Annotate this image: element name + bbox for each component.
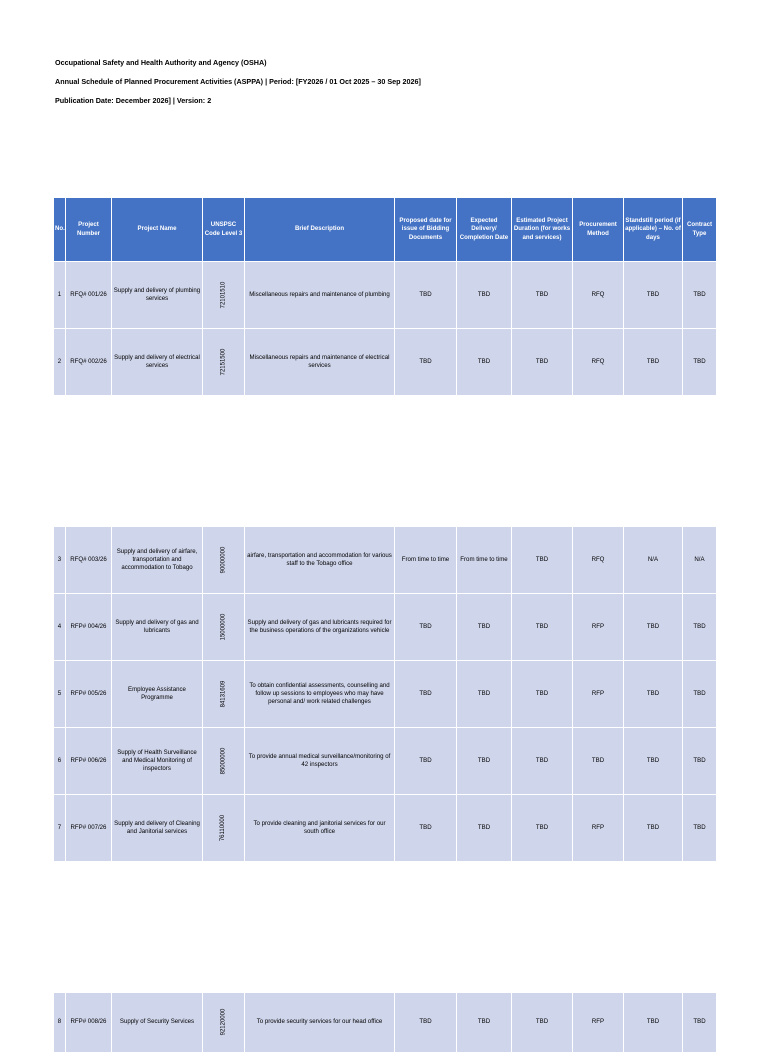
cell-expected-date: TBD — [457, 993, 512, 1053]
cell-no: 3 — [54, 527, 66, 594]
cell-duration: TBD — [512, 993, 573, 1053]
cell-unspsc — [203, 661, 245, 728]
cell-expected-date: TBD — [457, 795, 512, 862]
cell-contract-type: TBD — [683, 594, 717, 661]
procurement-table-page-2 — [53, 526, 717, 862]
cell-duration: TBD — [512, 329, 573, 396]
cell-proposed-date: TBD — [395, 993, 457, 1053]
cell-unspsc-value: 92120000 — [220, 1009, 227, 1036]
col-header-method: Procurement Method — [573, 198, 624, 262]
cell-unspsc-value: 90000000 — [220, 546, 227, 574]
cell-method: RFP — [573, 993, 624, 1053]
cell-project-name: Supply and delivery of airfare, transportation and accommodation to Tobago — [112, 527, 203, 594]
procurement-table-page-3 — [53, 992, 717, 1053]
header-line-organization: Occupational Safety and Health Authority and Agency (OSHA) — [55, 58, 267, 67]
cell-project-number: RFP# 005/26 — [66, 661, 112, 728]
cell-description: Miscellaneous repairs and maintenance of electrical services — [245, 329, 395, 396]
cell-contract-type: TBD — [683, 795, 717, 862]
cell-project-name: Supply of Security Services — [112, 993, 203, 1053]
cell-expected-date: From time to time — [457, 527, 512, 594]
cell-standstill: N/A — [624, 527, 683, 594]
cell-unspsc — [203, 262, 245, 329]
col-header-contract-type: Contract Type — [683, 198, 717, 262]
cell-duration: TBD — [512, 527, 573, 594]
cell-proposed-date: TBD — [395, 661, 457, 728]
cell-method: RFQ — [573, 262, 624, 329]
cell-expected-date: TBD — [457, 661, 512, 728]
cell-duration: TBD — [512, 594, 573, 661]
cell-project-number: RFP# 006/26 — [66, 728, 112, 795]
cell-method: TBD — [573, 728, 624, 795]
cell-description: To provide annual medical surveillance/monitoring of 42 inspectors — [245, 728, 395, 795]
cell-unspsc — [203, 594, 245, 661]
cell-description: To obtain confidential assessments, counselling and follow up sessions to employees who may have personal and/ work related challenges — [245, 661, 395, 728]
col-header-description: Brief Description — [245, 198, 395, 262]
table-header-row — [54, 198, 717, 262]
cell-standstill: TBD — [624, 728, 683, 795]
cell-proposed-date: TBD — [395, 728, 457, 795]
cell-proposed-date: From time to time — [395, 527, 457, 594]
cell-unspsc — [203, 993, 245, 1053]
cell-no: 1 — [54, 262, 66, 329]
header-line-period: Annual Schedule of Planned Procurement Activities (ASPPA) | Period: [FY2026 / 01 Oct 2025 – 30 Sep 2026] — [55, 77, 421, 86]
cell-unspsc — [203, 795, 245, 862]
cell-expected-date: TBD — [457, 329, 512, 396]
cell-unspsc-value: 84131609 — [220, 680, 227, 708]
cell-description: Supply and delivery of gas and lubricants required for the business operations of the organizations vehicle — [245, 594, 395, 661]
cell-project-number: RFQ# 003/26 — [66, 527, 112, 594]
table-row — [54, 728, 717, 795]
cell-method: RFP — [573, 594, 624, 661]
cell-method: RFP — [573, 795, 624, 862]
cell-no: 8 — [54, 993, 66, 1053]
cell-standstill: TBD — [624, 594, 683, 661]
cell-project-name: Supply and delivery of plumbing services — [112, 262, 203, 329]
table-row — [54, 661, 717, 728]
table-row — [54, 329, 717, 396]
cell-standstill: TBD — [624, 795, 683, 862]
cell-no: 7 — [54, 795, 66, 862]
cell-proposed-date: TBD — [395, 329, 457, 396]
cell-method: RFQ — [573, 527, 624, 594]
col-header-project-name: Project Name — [112, 198, 203, 262]
cell-contract-type: TBD — [683, 262, 717, 329]
table-row — [54, 993, 717, 1053]
cell-duration: TBD — [512, 728, 573, 795]
cell-description: To provide cleaning and janitorial services for our south office — [245, 795, 395, 862]
cell-project-name: Supply of Health Surveillance and Medical Monitoring of inspectors — [112, 728, 203, 795]
cell-project-name: Supply and delivery of Cleaning and Janitorial services — [112, 795, 203, 862]
cell-project-name: Supply and delivery of electrical services — [112, 329, 203, 396]
cell-project-number: RFQ# 001/26 — [66, 262, 112, 329]
cell-proposed-date: TBD — [395, 795, 457, 862]
cell-duration: TBD — [512, 795, 573, 862]
col-header-standstill: Standstill period (if applicable) – No. of days — [624, 198, 683, 262]
cell-contract-type: TBD — [683, 329, 717, 396]
table-row — [54, 262, 717, 329]
table-row — [54, 594, 717, 661]
col-header-project-number: Project Number — [66, 198, 112, 262]
cell-unspsc-value: 85000000 — [220, 747, 227, 775]
cell-no: 4 — [54, 594, 66, 661]
cell-duration: TBD — [512, 262, 573, 329]
table-row — [54, 527, 717, 594]
col-header-proposed-date: Proposed date for issue of Bidding Documents — [395, 198, 457, 262]
cell-contract-type: N/A — [683, 527, 717, 594]
col-header-expected-date: Expected Delivery/ Completion Date — [457, 198, 512, 262]
cell-expected-date: TBD — [457, 728, 512, 795]
cell-project-number: RFP# 008/26 — [66, 993, 112, 1053]
header-line-publication: Publication Date: December 2026] | Version: 2 — [55, 96, 212, 105]
cell-standstill: TBD — [624, 262, 683, 329]
cell-expected-date: TBD — [457, 594, 512, 661]
cell-duration: TBD — [512, 661, 573, 728]
col-header-no: No. — [54, 198, 66, 262]
cell-unspsc-value: 72151500 — [220, 348, 227, 376]
cell-contract-type: TBD — [683, 728, 717, 795]
cell-unspsc — [203, 728, 245, 795]
cell-description: To provide security services for our head office — [245, 993, 395, 1053]
cell-contract-type: TBD — [683, 661, 717, 728]
cell-no: 6 — [54, 728, 66, 795]
cell-expected-date: TBD — [457, 262, 512, 329]
cell-unspsc-value: 72101510 — [220, 281, 227, 309]
cell-project-number: RFQ# 002/26 — [66, 329, 112, 396]
table-row — [54, 795, 717, 862]
cell-project-number: RFP# 004/26 — [66, 594, 112, 661]
cell-project-name: Employee Assistance Programme — [112, 661, 203, 728]
col-header-duration: Estimated Project Duration (for works and services) — [512, 198, 573, 262]
cell-project-name: Supply and delivery of gas and lubricants — [112, 594, 203, 661]
cell-standstill: TBD — [624, 329, 683, 396]
cell-standstill: TBD — [624, 993, 683, 1053]
cell-unspsc — [203, 329, 245, 396]
col-header-unspsc: UNSPSC Code Level 3 — [203, 198, 245, 262]
cell-proposed-date: TBD — [395, 262, 457, 329]
cell-no: 2 — [54, 329, 66, 396]
cell-no: 5 — [54, 661, 66, 728]
cell-unspsc-value: 15000000 — [220, 613, 227, 641]
cell-unspsc-value: 76110000 — [220, 814, 227, 842]
cell-project-number: RFP# 007/26 — [66, 795, 112, 862]
cell-contract-type: TBD — [683, 993, 717, 1053]
cell-method: RFP — [573, 661, 624, 728]
cell-unspsc — [203, 527, 245, 594]
cell-proposed-date: TBD — [395, 594, 457, 661]
cell-description: Miscellaneous repairs and maintenance of plumbing — [245, 262, 395, 329]
cell-method: RFQ — [573, 329, 624, 396]
cell-description: airfare, transportation and accommodation for various staff to the Tobago office — [245, 527, 395, 594]
procurement-table-page-1 — [53, 197, 717, 396]
cell-standstill: TBD — [624, 661, 683, 728]
